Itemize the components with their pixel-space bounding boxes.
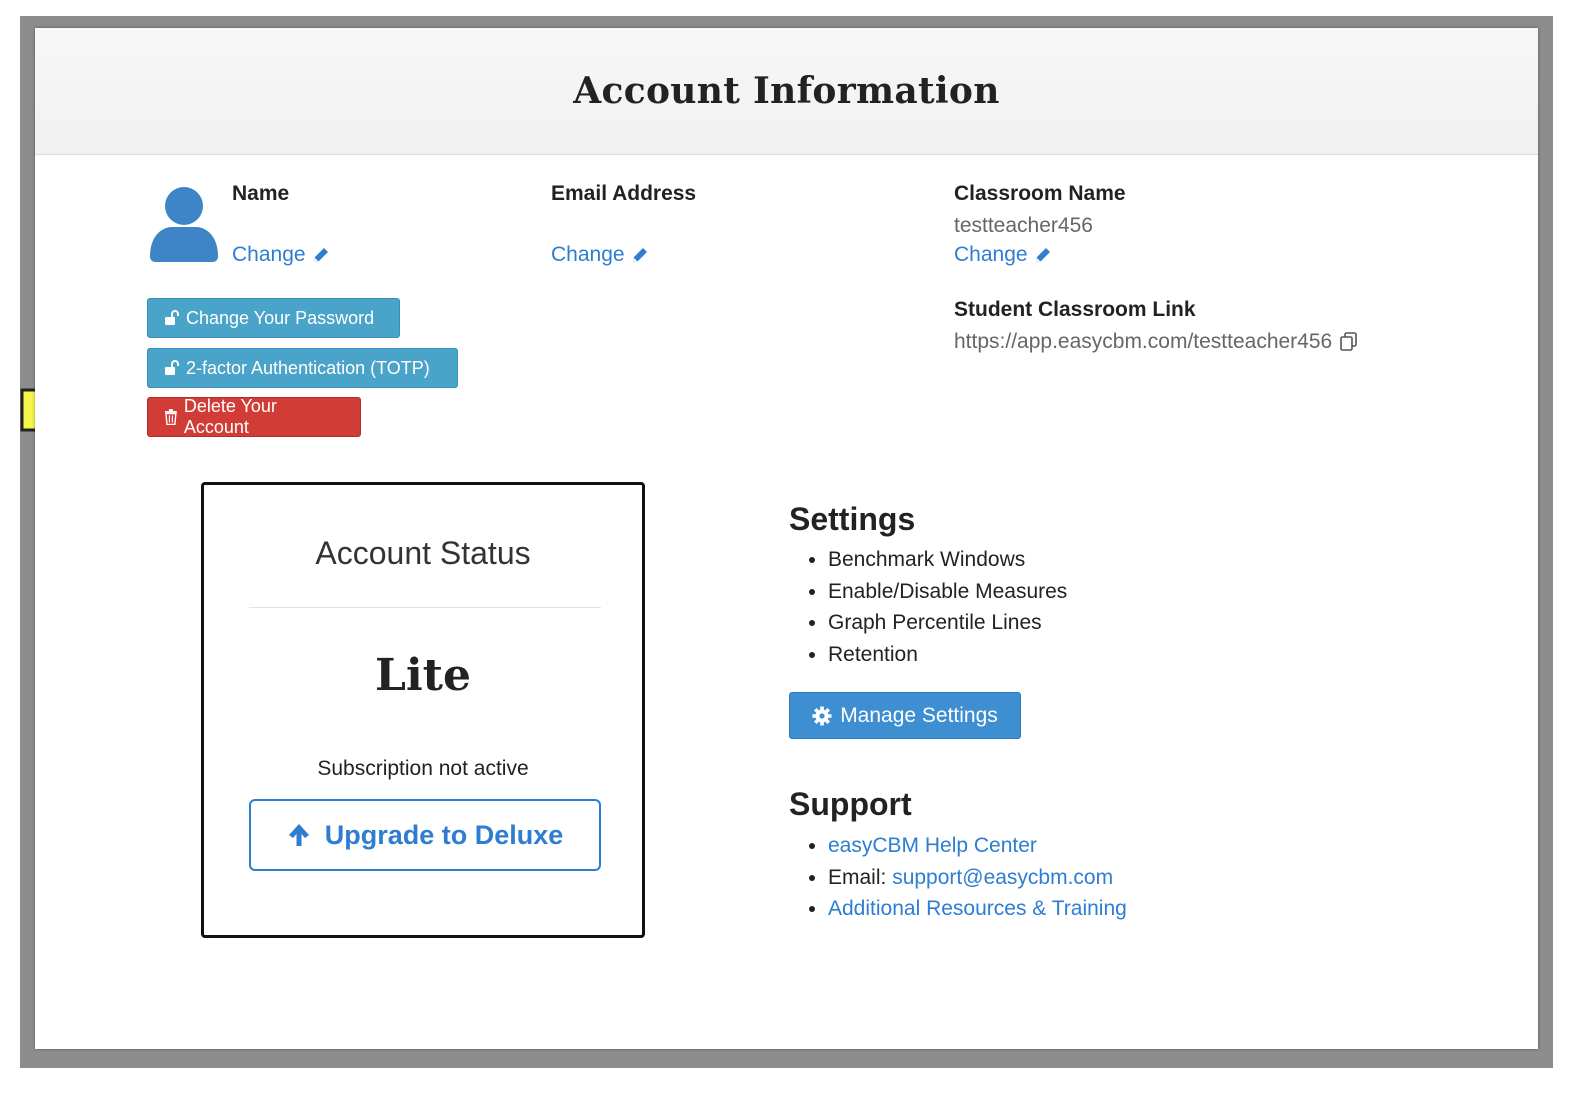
support-item-email — [828, 862, 1127, 894]
support-list — [788, 830, 1127, 925]
arrow-up-icon — [287, 822, 311, 848]
settings-list — [788, 544, 1067, 670]
support-item-resources — [828, 893, 1127, 925]
copy-icon[interactable] — [1338, 331, 1360, 353]
help-center-link[interactable]: easyCBM Help Center — [828, 834, 1037, 857]
classroom-name-value: testteacher456 — [954, 214, 1093, 237]
trash-icon — [164, 409, 178, 425]
delete-account-label: Delete Your Account — [183, 396, 277, 437]
student-link-label: Student Classroom Link — [954, 298, 1196, 321]
upgrade-label: Upgrade to Deluxe — [324, 819, 564, 850]
settings-item-benchmark-windows: • Benchmark Windows — [828, 544, 1067, 576]
unlock-icon — [164, 360, 180, 376]
change-name-text: Change — [232, 243, 306, 266]
resources-link[interactable]: Additional Resources & Training — [828, 897, 1127, 920]
gear-icon — [812, 706, 832, 726]
plan-name: Lite — [375, 650, 471, 701]
page-title: Account Information — [573, 70, 1000, 112]
settings-item-graph-percentile-lines: • Graph Percentile Lines — [828, 607, 1067, 639]
support-item-help-center — [828, 830, 1127, 862]
account-status-card — [201, 482, 645, 938]
pencil-icon — [631, 246, 649, 264]
email-prefix: Email: — [828, 865, 887, 889]
student-link-row — [954, 330, 1360, 354]
manage-settings-label: Manage Settings — [840, 703, 998, 727]
manage-settings-button[interactable] — [789, 692, 1021, 739]
pencil-icon — [1034, 246, 1052, 264]
account-information-panel — [35, 28, 1538, 1049]
change-email-link[interactable] — [551, 243, 649, 267]
account-status-title: Account Status — [315, 535, 531, 571]
user-icon — [148, 186, 220, 264]
subscription-status: Subscription not active — [317, 757, 529, 780]
change-classroom-text: Change — [954, 243, 1028, 266]
pencil-icon — [312, 246, 330, 264]
student-link-value: https://app.easycbm.com/testteacher456 — [954, 330, 1333, 353]
support-email-link[interactable]: support@easycbm.com — [892, 865, 1114, 889]
two-factor-button[interactable] — [147, 348, 458, 388]
panel-header — [35, 28, 1538, 155]
change-password-button[interactable] — [147, 298, 400, 338]
change-email-text: Change — [551, 243, 625, 266]
settings-item-retention: • Retention — [828, 639, 1067, 671]
change-password-label: Change Your Password — [186, 307, 375, 328]
support-heading: Support — [789, 786, 912, 822]
name-label: Name — [232, 182, 290, 205]
delete-account-button[interactable] — [147, 397, 361, 437]
settings-heading: Settings — [789, 501, 916, 537]
unlock-icon — [164, 310, 180, 326]
change-classroom-link[interactable] — [954, 243, 1052, 267]
change-name-link[interactable] — [232, 243, 330, 267]
two-factor-label: 2-factor Authentication (TOTP) — [186, 357, 430, 378]
status-divider — [249, 607, 601, 608]
settings-item-enable-disable-measures: • Enable/Disable Measures — [828, 576, 1067, 608]
email-label: Email Address — [551, 182, 697, 205]
classroom-name-label: Classroom Name — [954, 182, 1126, 205]
upgrade-button[interactable] — [249, 799, 601, 871]
